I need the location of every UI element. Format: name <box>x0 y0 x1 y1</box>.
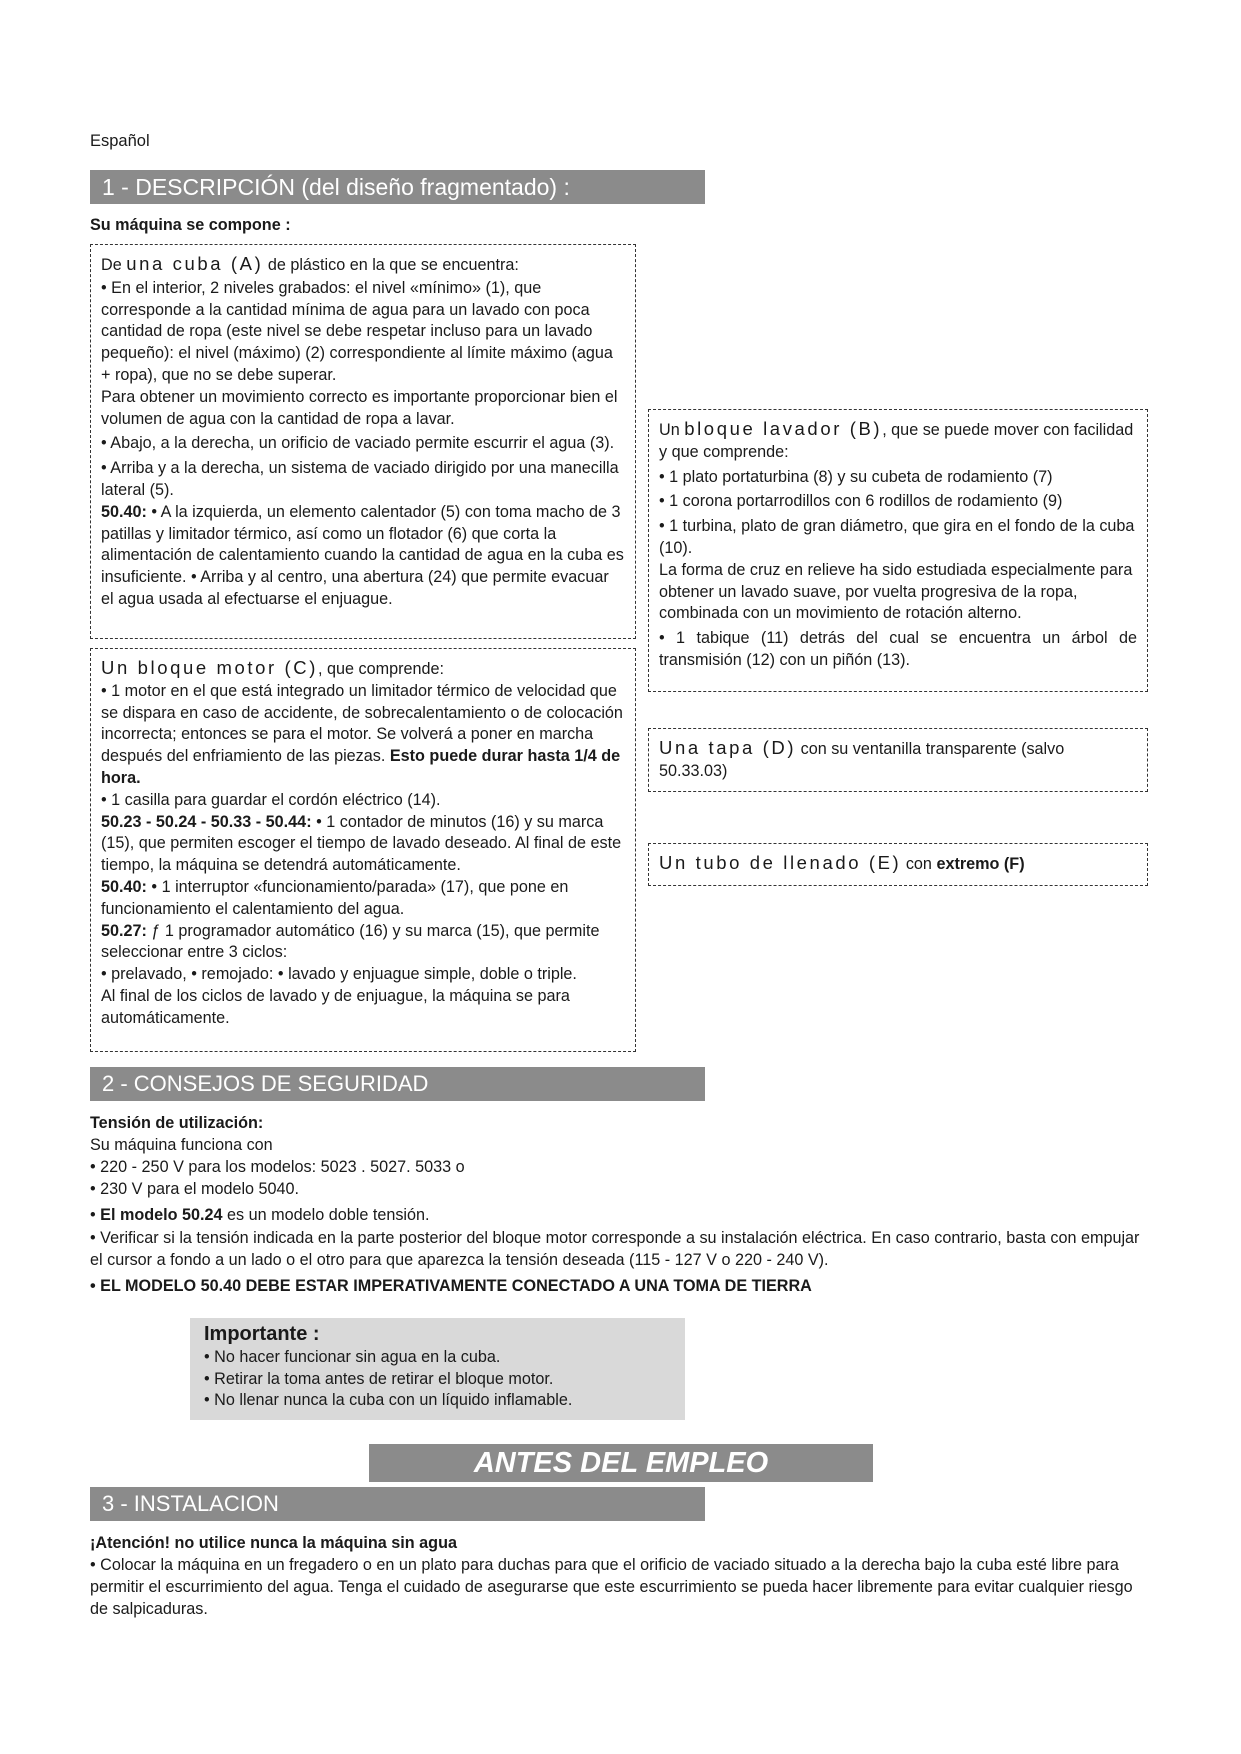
component-name: Un bloque motor (C) <box>101 657 318 678</box>
model-label: 50.40: <box>101 877 147 896</box>
paragraph: • En el interior, 2 niveles grabados: el nivel «mínimo» (1), que corresponde a la cantidad mínima de agua para un lavado con poca cantidad de ropa (este nivel se debe respetar incluso para un lavado pequeño): el nivel (máximo) (2) correspondiente al límite máximo (agua + ropa), que no se debe superar. <box>101 278 613 384</box>
paragraph <box>101 681 625 790</box>
box-lavador-intro <box>659 418 1137 464</box>
model-label: 50.40: <box>101 502 147 521</box>
paragraph: Al final de los ciclos de lavado y de enjuague, la máquina se para automáticamente. <box>101 986 570 1027</box>
paragraph: • 1 tabique (11) detrás del cual se encuentra un árbol de transmisión (12) con un piñón (13). <box>659 629 1137 669</box>
text-line: • 230 V para el modelo 5040. <box>90 1180 300 1198</box>
intro-prefix: De <box>101 256 127 274</box>
importante-item: • Retirar la toma antes de retirar el bloque motor. <box>204 1369 554 1388</box>
section-1-subtitle: Su máquina se compone : <box>90 216 291 234</box>
importante-item: • No hacer funcionar sin agua en la cuba. <box>204 1348 501 1366</box>
banner-antes-del-empleo: ANTES DEL EMPLEO <box>369 1444 873 1482</box>
intro-suffix: , que se puede mover con facilidad y que comprende: <box>659 421 1134 461</box>
box-motor-intro <box>101 657 625 681</box>
paragraph: La forma de cruz en relieve ha sido estudiada especialmente para obtener un lavado suave, por vuelta progresiva de la ropa, combinada con un movimiento de rotación alterno. <box>659 560 1133 623</box>
section-1-title: 1 - DESCRIPCIÓN (del diseño fragmentado) : <box>90 170 705 204</box>
model-text: • 1 interruptor «funcionamiento/parada» (17), que pone en funcionamiento el calentamiento del agua. <box>101 877 569 918</box>
importante-title: Importante : <box>204 1323 320 1345</box>
paragraph: • prelavado, • remojado: • lavado y enjuague simple, doble o triple. <box>101 965 577 984</box>
paragraph: • Abajo, a la derecha, un orificio de vaciado permite escurrir el agua (3). <box>101 434 615 453</box>
box-bloque-motor <box>90 648 636 1052</box>
paragraph-bold: Esto puede durar hasta 1/4 de hora. <box>101 747 621 787</box>
paragraph <box>101 877 625 921</box>
paragraph: • 1 plato portaturbina (8) y su cubeta de rodamiento (7) <box>659 467 1053 486</box>
box-tapa-text <box>659 737 1137 783</box>
box-cuba <box>90 244 636 639</box>
model-text: ƒ 1 programador automático (16) y su marca (15), que permite seleccionar entre 3 ciclos: <box>101 921 600 962</box>
component-name: bloque lavador (B) <box>684 418 883 439</box>
intro-suffix: con su ventanilla transparente (salvo 50.33.03) <box>659 740 1065 780</box>
paragraph: • 1 turbina, plato de gran diámetro, que gira en el fondo de la cuba (10). <box>659 517 1135 557</box>
bold-text: El modelo 50.24 <box>100 1206 223 1224</box>
importante-box <box>190 1318 685 1420</box>
model-text: • A la izquierda, un elemento calentador (5) con toma macho de 3 patillas y limitador térmico, así como un flotador (6) que corta la alimentación de calentamiento cuando la cantidad de agua en la cuba es insuficiente. • Arriba y al centro, una abertura (24) que permite evacuar el agua usada al efectuarse el enjuague. <box>101 502 624 608</box>
box-bloque-lavador <box>648 409 1148 692</box>
paragraph: Para obtener un movimiento correcto es importante proporcionar bien el volumen de agua con la cantidad de ropa a lavar. <box>101 387 618 428</box>
section-3-subtitle: ¡Atención! no utilice nunca la máquina sin agua <box>90 1534 457 1552</box>
section-2-subtitle: Tensión de utilización: <box>90 1114 264 1132</box>
paragraph-text: • 1 motor en el que está integrado un limitador térmico de velocidad que se dispara en caso de accidente, de sobrecalentamiento o de colocación incorrecta; entonces se para el motor. Se volverá a poner en marcha después del enfriamiento de las piezas. <box>101 681 623 766</box>
component-name: Una tapa (D) <box>659 737 797 758</box>
paragraph: • Arriba y a la derecha, un sistema de vaciado dirigido por una manecilla lateral (5). <box>101 459 619 499</box>
model-label: 50.27: <box>101 921 147 940</box>
section-3-title: 3 - INSTALACION <box>90 1487 705 1521</box>
text-line: • 220 - 250 V para los modelos: 5023 . 5027. 5033 o <box>90 1158 465 1176</box>
warning-line: • EL MODELO 50.40 DEBE ESTAR IMPERATIVAMENTE CONECTADO A UNA TOMA DE TIERRA <box>90 1277 812 1295</box>
box-tubo-llenado <box>648 843 1148 886</box>
text-line: Su máquina funciona con <box>90 1136 273 1154</box>
text-line <box>90 1205 430 1227</box>
component-name: Un tubo de llenado (E) <box>659 852 902 873</box>
intro-bold: extremo (F) <box>936 855 1025 873</box>
paragraph: • 1 corona portarrodillos con 6 rodillos de rodamiento (9) <box>659 492 1063 511</box>
importante-item: • No llenar nunca la cuba con un líquido inflamable. <box>204 1391 573 1409</box>
intro-suffix: , que comprende: <box>318 660 444 678</box>
model-label: 50.23 - 50.24 - 50.33 - 50.44: <box>101 812 312 831</box>
intro-suffix: de plástico en la que se encuentra: <box>263 256 519 274</box>
component-name: una cuba (A) <box>126 253 264 274</box>
box-cuba-intro <box>101 253 625 277</box>
paragraph <box>101 812 625 877</box>
bullet: • <box>90 1206 101 1224</box>
paragraph <box>101 502 625 611</box>
intro-prefix: Un <box>659 421 685 439</box>
model-text: • 1 contador de minutos (16) y su marca (15), que permiten escoger el tiempo de lavado deseado. Al final de este tiempo, la máquina se detendrá automáticamente. <box>101 812 622 875</box>
box-tubo-text <box>659 852 1137 876</box>
intro-mid: con <box>901 855 937 873</box>
text-paragraph: • Colocar la máquina en un fregadero o en un plato para duchas para que el orificio de vaciado situado a la derecha bajo la cuba esté libre para permitir el escurrimiento del agua. Tenga el cuidado de asegurarse que este escurrimiento se pueda hacer libremente para evitar cualquier riesgo de salpicaduras. <box>90 1556 1133 1618</box>
language-label: Español <box>90 132 150 150</box>
text: es un modelo doble tensión. <box>222 1206 430 1224</box>
paragraph: • 1 casilla para guardar el cordón eléctrico (14). <box>101 790 441 809</box>
section-2-title: 2 - CONSEJOS DE SEGURIDAD <box>90 1067 705 1101</box>
paragraph <box>101 921 625 965</box>
box-tapa <box>648 728 1148 792</box>
text-paragraph: • Verificar si la tensión indicada en la parte posterior del bloque motor corresponde a su instalación eléctrica. En caso contrario, basta con empujar el cursor a fondo a un lado o el otro para que aparezca la tensión deseada (115 - 127 V o 220 - 240 V). <box>90 1229 1140 1269</box>
